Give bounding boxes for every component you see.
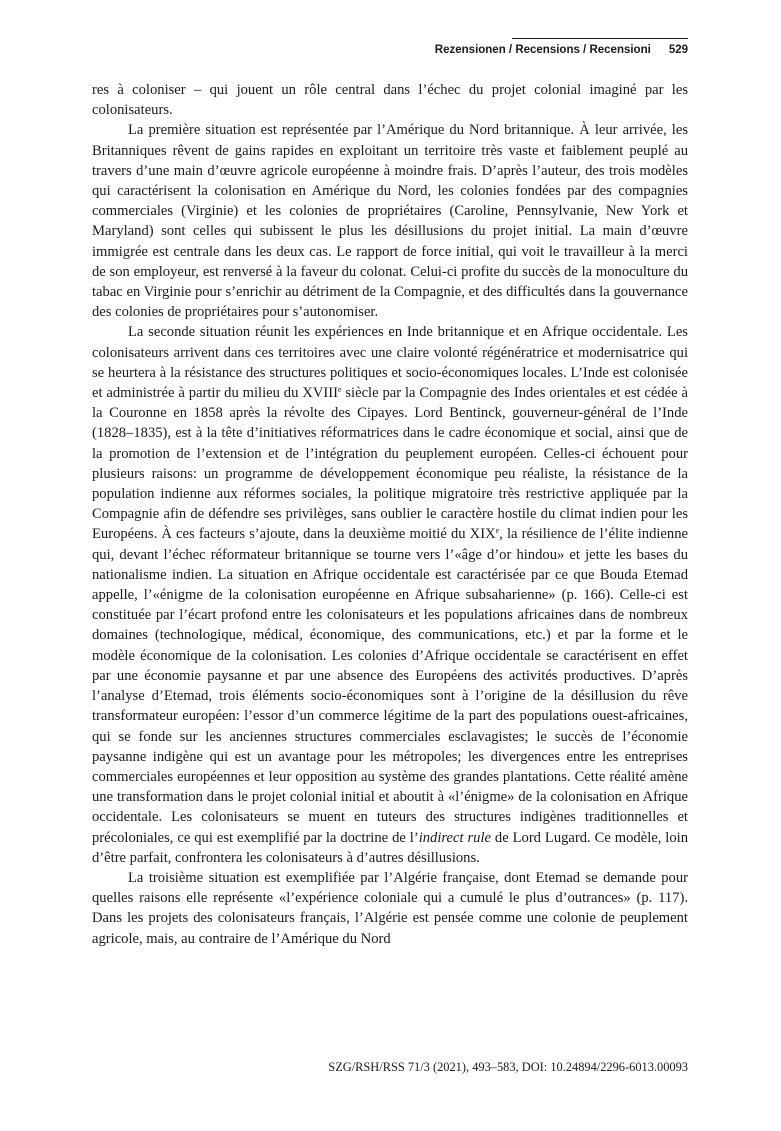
superscript: e <box>337 385 342 395</box>
paragraph <box>92 322 688 867</box>
text-run: res à coloniser – qui jouent un rôle central dans l’échec du projet colonial imaginé par les colonisateurs. <box>92 82 688 119</box>
text-run: siècle par la Compagnie des Indes orientales et est cédée à la Couronne en 1858 après la révolte des Cipayes. Lord Bentinck, gouverneur-général de l’Inde (1828–1835), est à la tête d’initiatives réformatrices dans le cadre économique et social, ainsi que de la promotion de l’extension et de l’intégration du peuplement européen. Celles-ci échouent pour plusieurs raisons: un programme de développement économique peu réaliste, la résistance de la population indienne aux réformes sociales, la politique migratoire très restrictive appliquée par la Compagnie afin de défendre ses privilèges, sans oublier le caractère hostile du climat indien pour les Européens. À ces facteurs s’ajoute, dans la deuxième moitié du XIX <box>92 385 688 543</box>
superscript: e <box>495 526 500 536</box>
header-rule <box>512 38 688 39</box>
text-run: , la résilience de l’élite indienne qui, devant l’échec réformateur britannique se tourne vers l’«âge d’or hindou» et jette les bases du nationalisme indien. La situation en Afrique occidentale est caractérisée par ce que Bouda Etemad appelle, l’«énigme de la colonisation européenne en Afrique subsaharienne» (p. 166). Celle-ci est constituée par l’écart profond entre les colonisateurs et les populations africaines dans de nombreux domaines (technologique, médical, économique, des communications, etc.) et par la forme et le modèle économique de la colonisation. Les colonies d’Afrique occidentale se caractérisent en effet par une économie paysanne et par une absence des Européens des activités productives. D’après l’analyse d’Etemad, trois éléments socio-économiques sont à l’origine de la désillusion du rêve transformateur européen: l’essor d’un commerce légitime de la part des populations ouest-africaines, qui se fonde sur les anciennes structures commerciales esclavagistes; le succès de l’économie paysanne indigène qui est un avantage pour les métropoles; les divergences entre les entreprises commerciales européennes et leur opposition au système des grandes plantations. Cette réalité amène une transformation dans le projet colonial initial et aboutit à «l’énigme» de la colonisation en Afrique occidentale. Les colonisateurs se muent en tuteurs des structures indigènes traditionnelles et précoloniales, ce qui est exemplifié par la doctrine de l’ <box>92 526 688 846</box>
paragraph <box>92 868 688 949</box>
paragraph <box>92 120 688 322</box>
running-header <box>92 44 688 56</box>
paragraph <box>92 80 688 120</box>
text-run: La seconde situation réunit les expériences en Inde britannique et en Afrique occidentale. Les colonisateurs arrivent dans ces territoires avec une claire volonté régénératrice et modernisatrice qui se heurtera à la résistance des structures politiques et socio-économiques locales. L’Inde est colonisée et administrée à partir du milieu du XVIII <box>92 324 688 402</box>
text-run: La troisième situation est exemplifiée par l’Algérie française, dont Etemad se demande pour quelles raisons elle représente «l’expérience coloniale qui a cumulé le plus d’outrances» (p. 117). Dans les projets des colonisateurs français, l’Algérie est pensée comme une colonie de peuplement agricole, mais, au contraire de l’Amérique du Nord <box>92 869 688 947</box>
journal-title: Rezensionen / Recensions / Recensioni <box>434 44 651 56</box>
text-run: de Lord Lugard. Ce modèle, loin d’être parfait, confrontera les colonisateurs à d’autres désillusions. <box>92 829 689 866</box>
page-number: 529 <box>668 44 688 56</box>
text-run: La première situation est représentée par l’Amérique du Nord britannique. À leur arrivée, les Britanniques rêvent de gains rapides en exploitant un territoire très vaste et faiblement peuplé au travers d’une main d’œuvre agricole européenne à moindre frais. D’après l’auteur, des trois modèles qui caractérisent la colonisation en Amérique du Nord, les colonies fondées par des compagnies commerciales (Virginie) et les colonies de propriétaires (Caroline, Pennsylvanie, New York et Maryland) sont celles qui subissent le plus les désillusions du projet initial. La main d’œuvre immigrée est centrale dans les deux cas. Le rapport de force initial, qui voit le travailleur à la merci de son employeur, est renversé à la faveur du colonat. Celui-ci profite du succès de la monoculture du tabac en Virginie pour s’enrichir au détriment de la Compagnie, et des difficultés dans la gouvernance des colonies de propriétaires pour s’autonomiser. <box>92 122 688 321</box>
footer-citation: SZG/RSH/RSS 71/3 (2021), 493–583, DOI: 10.24894/2296-6013.00093 <box>328 1060 688 1074</box>
italic-term: indirect rule <box>418 829 491 846</box>
review-body <box>92 80 688 949</box>
